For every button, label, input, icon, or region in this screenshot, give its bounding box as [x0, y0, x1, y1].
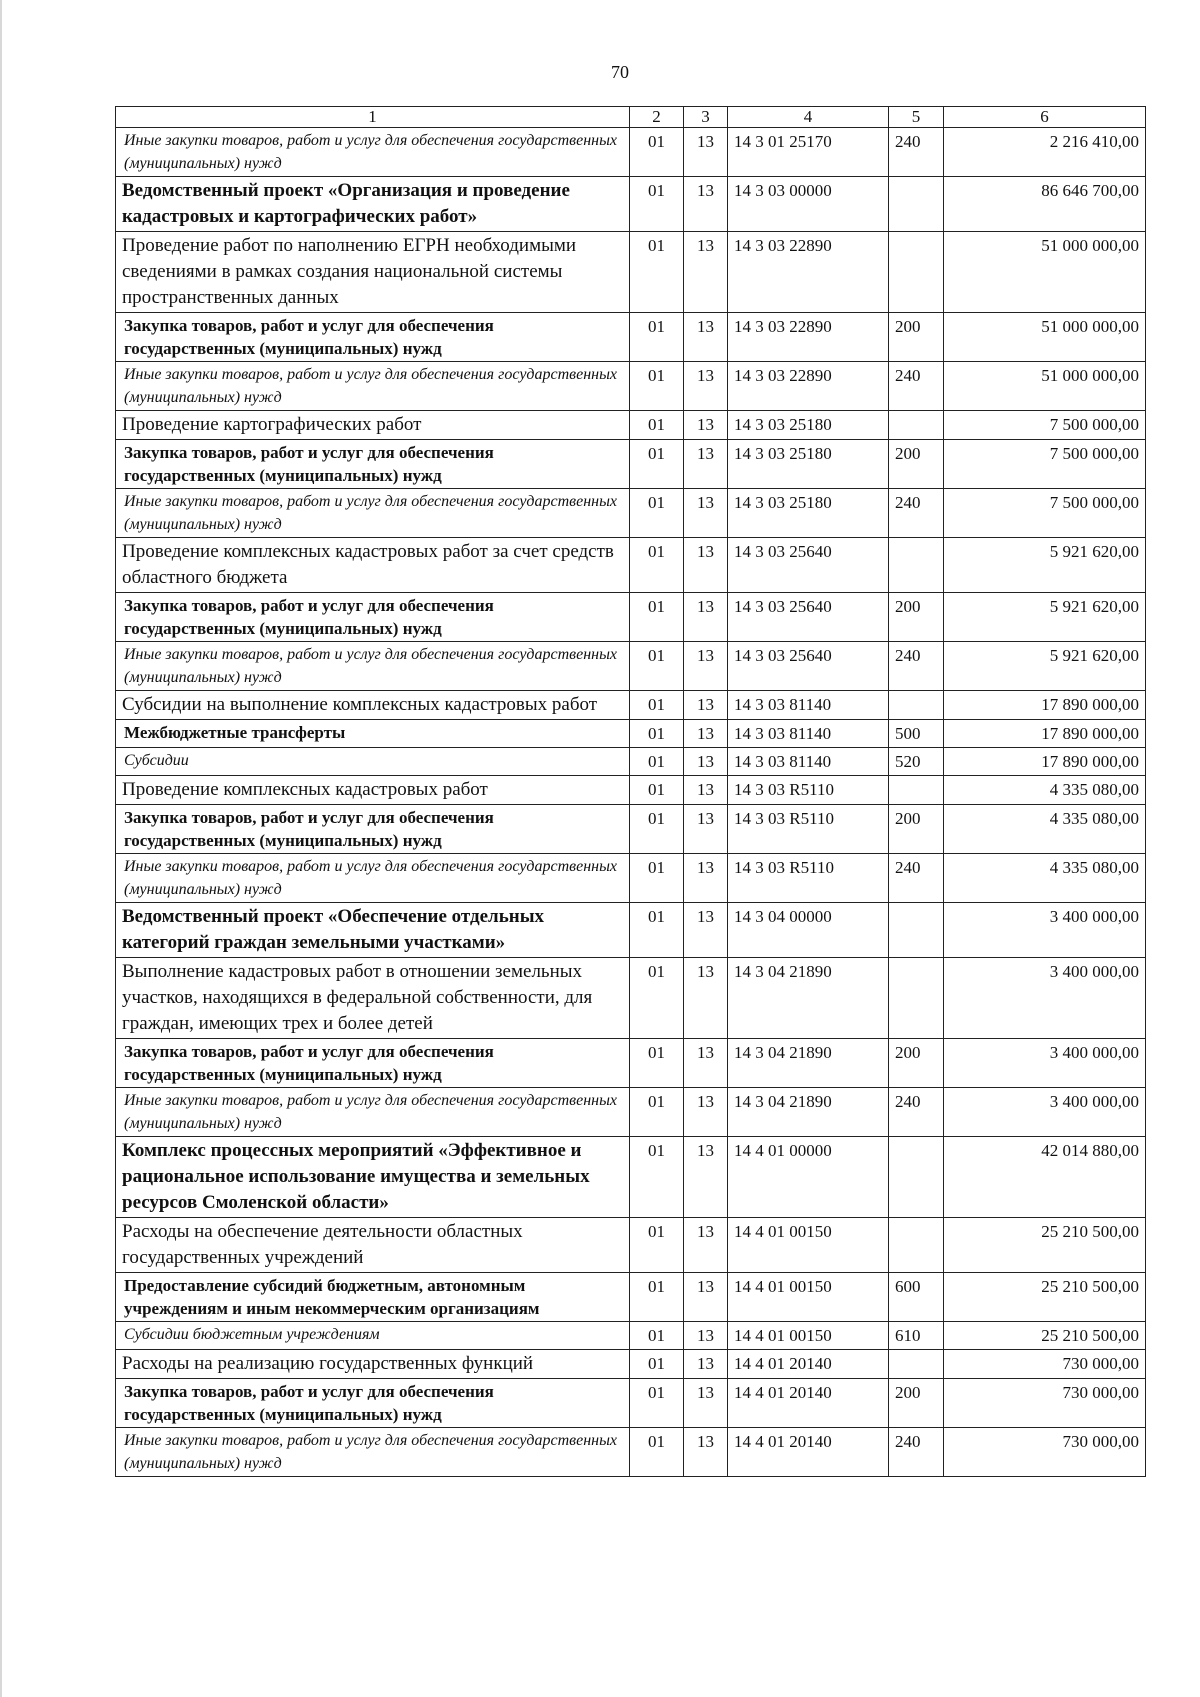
row-name: Закупка товаров, работ и услуг для обеспечения государственных (муниципальных) нужд — [116, 593, 630, 642]
section-code: 01 — [630, 691, 684, 720]
expense-type-code: 240 — [889, 1428, 944, 1477]
subsection-code: 13 — [684, 232, 728, 313]
expense-type-code: 200 — [889, 440, 944, 489]
table-row — [116, 440, 1146, 489]
section-code: 01 — [630, 313, 684, 362]
target-article-code: 14 4 01 00000 — [728, 1137, 889, 1218]
row-name: Закупка товаров, работ и услуг для обеспечения государственных (муниципальных) нужд — [116, 1379, 630, 1428]
amount-value: 51 000 000,00 — [944, 232, 1146, 313]
subsection-code: 13 — [684, 642, 728, 691]
row-name: Расходы на реализацию государственных функций — [116, 1350, 630, 1379]
target-article-code: 14 3 03 22890 — [728, 313, 889, 362]
section-code: 01 — [630, 958, 684, 1039]
expense-type-code: 520 — [889, 748, 944, 776]
subsection-code: 13 — [684, 177, 728, 232]
section-code: 01 — [630, 748, 684, 776]
subsection-code: 13 — [684, 805, 728, 854]
target-article-code: 14 4 01 20140 — [728, 1428, 889, 1477]
amount-value: 730 000,00 — [944, 1428, 1146, 1477]
amount-value: 3 400 000,00 — [944, 1088, 1146, 1137]
subsection-code: 13 — [684, 903, 728, 958]
subsection-code: 13 — [684, 313, 728, 362]
section-code: 01 — [630, 128, 684, 177]
expense-type-code — [889, 776, 944, 805]
section-code: 01 — [630, 1428, 684, 1477]
target-article-code: 14 3 03 25640 — [728, 538, 889, 593]
amount-value: 7 500 000,00 — [944, 489, 1146, 538]
amount-value: 42 014 880,00 — [944, 1137, 1146, 1218]
expense-type-code: 240 — [889, 642, 944, 691]
section-code: 01 — [630, 776, 684, 805]
table-row — [116, 489, 1146, 538]
row-name: Расходы на обеспечение деятельности областных государственных учреждений — [116, 1218, 630, 1273]
row-name: Субсидии — [116, 748, 630, 776]
section-code: 01 — [630, 538, 684, 593]
target-article-code: 14 4 01 00150 — [728, 1322, 889, 1350]
row-name: Субсидии бюджетным учреждениям — [116, 1322, 630, 1350]
expense-type-code: 200 — [889, 593, 944, 642]
row-name: Иные закупки товаров, работ и услуг для обеспечения государственных (муниципальных) нужд — [116, 362, 630, 411]
target-article-code: 14 3 01 25170 — [728, 128, 889, 177]
section-code: 01 — [630, 177, 684, 232]
table-row — [116, 1039, 1146, 1088]
expense-type-code — [889, 691, 944, 720]
table-row — [116, 1218, 1146, 1273]
subsection-code: 13 — [684, 776, 728, 805]
amount-value: 17 890 000,00 — [944, 748, 1146, 776]
target-article-code: 14 3 03 00000 — [728, 177, 889, 232]
subsection-code: 13 — [684, 128, 728, 177]
subsection-code: 13 — [684, 1273, 728, 1322]
amount-value: 4 335 080,00 — [944, 854, 1146, 903]
section-code: 01 — [630, 232, 684, 313]
row-name: Проведение работ по наполнению ЕГРН необходимыми сведениями в рамках создания национальной системы пространственных данных — [116, 232, 630, 313]
section-code: 01 — [630, 805, 684, 854]
target-article-code: 14 3 04 21890 — [728, 1039, 889, 1088]
row-name: Межбюджетные трансферты — [116, 720, 630, 748]
table-row — [116, 1088, 1146, 1137]
amount-value: 3 400 000,00 — [944, 958, 1146, 1039]
section-code: 01 — [630, 411, 684, 440]
table-row — [116, 854, 1146, 903]
table-row — [116, 903, 1146, 958]
expense-type-code — [889, 538, 944, 593]
target-article-code: 14 3 04 00000 — [728, 903, 889, 958]
table-row — [116, 1350, 1146, 1379]
section-code: 01 — [630, 489, 684, 538]
column-number: 2 — [630, 107, 684, 128]
amount-value: 25 210 500,00 — [944, 1322, 1146, 1350]
expense-type-code: 200 — [889, 1379, 944, 1428]
row-name: Проведение комплексных кадастровых работ — [116, 776, 630, 805]
table-row — [116, 720, 1146, 748]
amount-value: 5 921 620,00 — [944, 642, 1146, 691]
table-row — [116, 642, 1146, 691]
table-row — [116, 958, 1146, 1039]
target-article-code: 14 3 04 21890 — [728, 1088, 889, 1137]
column-number: 6 — [944, 107, 1146, 128]
target-article-code: 14 3 03 22890 — [728, 362, 889, 411]
expense-type-code — [889, 411, 944, 440]
table-row — [116, 177, 1146, 232]
amount-value: 5 921 620,00 — [944, 538, 1146, 593]
expense-type-code: 240 — [889, 854, 944, 903]
section-code: 01 — [630, 903, 684, 958]
expense-type-code — [889, 958, 944, 1039]
target-article-code: 14 4 01 20140 — [728, 1350, 889, 1379]
amount-value: 17 890 000,00 — [944, 691, 1146, 720]
subsection-code: 13 — [684, 1428, 728, 1477]
subsection-code: 13 — [684, 440, 728, 489]
row-name: Предоставление субсидий бюджетным, автономным учреждениям и иным некоммерческим организациям — [116, 1273, 630, 1322]
table-row — [116, 776, 1146, 805]
target-article-code: 14 3 03 R5110 — [728, 854, 889, 903]
section-code: 01 — [630, 1350, 684, 1379]
amount-value: 2 216 410,00 — [944, 128, 1146, 177]
expense-type-code — [889, 177, 944, 232]
section-code: 01 — [630, 854, 684, 903]
expense-type-code: 200 — [889, 1039, 944, 1088]
table-row — [116, 1137, 1146, 1218]
section-code: 01 — [630, 1088, 684, 1137]
amount-value: 5 921 620,00 — [944, 593, 1146, 642]
table-row — [116, 538, 1146, 593]
scan-edge-line — [0, 0, 2, 1697]
section-code: 01 — [630, 720, 684, 748]
column-number: 1 — [116, 107, 630, 128]
amount-value: 86 646 700,00 — [944, 177, 1146, 232]
amount-value: 51 000 000,00 — [944, 362, 1146, 411]
amount-value: 25 210 500,00 — [944, 1218, 1146, 1273]
row-name: Выполнение кадастровых работ в отношении земельных участков, находящихся в федеральной собственности, для граждан, имеющих трех и более детей — [116, 958, 630, 1039]
target-article-code: 14 3 03 25640 — [728, 593, 889, 642]
row-name: Закупка товаров, работ и услуг для обеспечения государственных (муниципальных) нужд — [116, 805, 630, 854]
section-code: 01 — [630, 1273, 684, 1322]
budget-table-body — [116, 107, 1146, 1477]
expense-type-code — [889, 1350, 944, 1379]
expense-type-code — [889, 232, 944, 313]
expense-type-code: 240 — [889, 128, 944, 177]
target-article-code: 14 3 03 R5110 — [728, 805, 889, 854]
table-row — [116, 1273, 1146, 1322]
subsection-code: 13 — [684, 691, 728, 720]
target-article-code: 14 3 03 R5110 — [728, 776, 889, 805]
amount-value: 7 500 000,00 — [944, 440, 1146, 489]
row-name: Проведение картографических работ — [116, 411, 630, 440]
expense-type-code — [889, 903, 944, 958]
amount-value: 51 000 000,00 — [944, 313, 1146, 362]
subsection-code: 13 — [684, 1039, 728, 1088]
subsection-code: 13 — [684, 854, 728, 903]
section-code: 01 — [630, 593, 684, 642]
expense-type-code: 200 — [889, 313, 944, 362]
table-row — [116, 1428, 1146, 1477]
row-name: Иные закупки товаров, работ и услуг для обеспечения государственных (муниципальных) нужд — [116, 489, 630, 538]
section-code: 01 — [630, 362, 684, 411]
expense-type-code: 200 — [889, 805, 944, 854]
row-name: Иные закупки товаров, работ и услуг для обеспечения государственных (муниципальных) нужд — [116, 1088, 630, 1137]
subsection-code: 13 — [684, 538, 728, 593]
table-row — [116, 313, 1146, 362]
row-name: Иные закупки товаров, работ и услуг для обеспечения государственных (муниципальных) нужд — [116, 1428, 630, 1477]
row-name: Проведение комплексных кадастровых работ за счет средств областного бюджета — [116, 538, 630, 593]
budget-table — [115, 106, 1146, 1477]
expense-type-code: 240 — [889, 362, 944, 411]
target-article-code: 14 4 01 20140 — [728, 1379, 889, 1428]
row-name: Иные закупки товаров, работ и услуг для обеспечения государственных (муниципальных) нужд — [116, 854, 630, 903]
amount-value: 730 000,00 — [944, 1379, 1146, 1428]
target-article-code: 14 3 03 25640 — [728, 642, 889, 691]
section-code: 01 — [630, 642, 684, 691]
target-article-code: 14 3 03 25180 — [728, 411, 889, 440]
subsection-code: 13 — [684, 411, 728, 440]
subsection-code: 13 — [684, 720, 728, 748]
target-article-code: 14 3 03 25180 — [728, 489, 889, 538]
subsection-code: 13 — [684, 1137, 728, 1218]
subsection-code: 13 — [684, 1218, 728, 1273]
section-code: 01 — [630, 1322, 684, 1350]
column-number: 3 — [684, 107, 728, 128]
row-name: Закупка товаров, работ и услуг для обеспечения государственных (муниципальных) нужд — [116, 440, 630, 489]
row-name: Субсидии на выполнение комплексных кадастровых работ — [116, 691, 630, 720]
target-article-code: 14 3 03 81140 — [728, 748, 889, 776]
amount-value: 4 335 080,00 — [944, 805, 1146, 854]
subsection-code: 13 — [684, 593, 728, 642]
row-name: Ведомственный проект «Обеспечение отдельных категорий граждан земельными участками» — [116, 903, 630, 958]
expense-type-code — [889, 1137, 944, 1218]
section-code: 01 — [630, 1039, 684, 1088]
amount-value: 7 500 000,00 — [944, 411, 1146, 440]
table-row — [116, 805, 1146, 854]
subsection-code: 13 — [684, 748, 728, 776]
target-article-code: 14 3 03 25180 — [728, 440, 889, 489]
row-name: Иные закупки товаров, работ и услуг для обеспечения государственных (муниципальных) нужд — [116, 642, 630, 691]
table-row — [116, 1322, 1146, 1350]
target-article-code: 14 3 03 81140 — [728, 720, 889, 748]
amount-value: 17 890 000,00 — [944, 720, 1146, 748]
table-row — [116, 128, 1146, 177]
section-code: 01 — [630, 1218, 684, 1273]
expense-type-code: 600 — [889, 1273, 944, 1322]
table-row — [116, 362, 1146, 411]
section-code: 01 — [630, 1137, 684, 1218]
table-row — [116, 232, 1146, 313]
subsection-code: 13 — [684, 1379, 728, 1428]
subsection-code: 13 — [684, 489, 728, 538]
column-number: 4 — [728, 107, 889, 128]
expense-type-code — [889, 1218, 944, 1273]
table-row — [116, 691, 1146, 720]
amount-value: 3 400 000,00 — [944, 1039, 1146, 1088]
table-row — [116, 1379, 1146, 1428]
row-name: Иные закупки товаров, работ и услуг для обеспечения государственных (муниципальных) нужд — [116, 128, 630, 177]
amount-value: 25 210 500,00 — [944, 1273, 1146, 1322]
subsection-code: 13 — [684, 1322, 728, 1350]
target-article-code: 14 4 01 00150 — [728, 1218, 889, 1273]
row-name: Закупка товаров, работ и услуг для обеспечения государственных (муниципальных) нужд — [116, 313, 630, 362]
target-article-code: 14 3 04 21890 — [728, 958, 889, 1039]
table-row — [116, 748, 1146, 776]
amount-value: 730 000,00 — [944, 1350, 1146, 1379]
expense-type-code: 240 — [889, 489, 944, 538]
subsection-code: 13 — [684, 958, 728, 1039]
expense-type-code: 500 — [889, 720, 944, 748]
table-row — [116, 593, 1146, 642]
column-number-row — [116, 107, 1146, 128]
table-row — [116, 411, 1146, 440]
subsection-code: 13 — [684, 362, 728, 411]
target-article-code: 14 3 03 22890 — [728, 232, 889, 313]
expense-type-code: 240 — [889, 1088, 944, 1137]
amount-value: 3 400 000,00 — [944, 903, 1146, 958]
amount-value: 4 335 080,00 — [944, 776, 1146, 805]
row-name: Закупка товаров, работ и услуг для обеспечения государственных (муниципальных) нужд — [116, 1039, 630, 1088]
target-article-code: 14 3 03 81140 — [728, 691, 889, 720]
row-name: Комплекс процессных мероприятий «Эффективное и рациональное использование имущества и земельных ресурсов Смоленской области» — [116, 1137, 630, 1218]
subsection-code: 13 — [684, 1088, 728, 1137]
page-number: 70 — [611, 62, 629, 82]
column-number: 5 — [889, 107, 944, 128]
section-code: 01 — [630, 440, 684, 489]
row-name: Ведомственный проект «Организация и проведение кадастровых и картографических работ» — [116, 177, 630, 232]
section-code: 01 — [630, 1379, 684, 1428]
expense-type-code: 610 — [889, 1322, 944, 1350]
target-article-code: 14 4 01 00150 — [728, 1273, 889, 1322]
subsection-code: 13 — [684, 1350, 728, 1379]
